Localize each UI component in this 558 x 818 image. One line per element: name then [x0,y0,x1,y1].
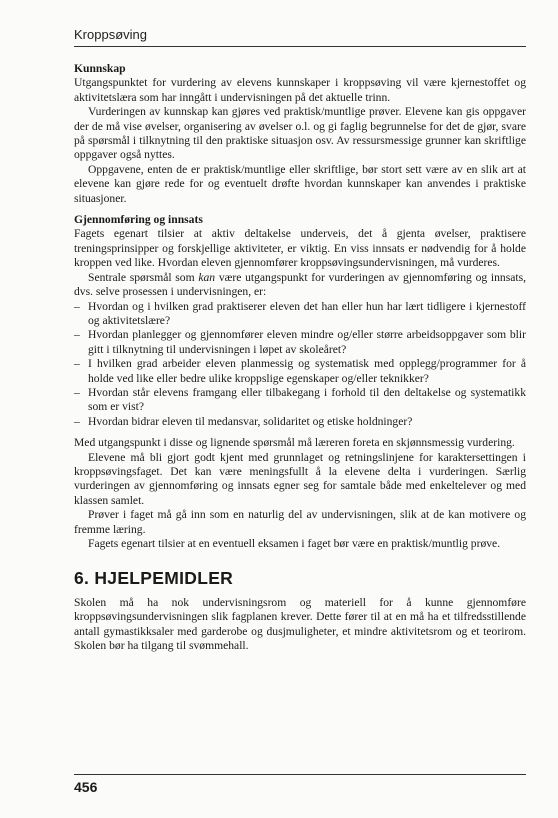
page-number: 456 [74,779,98,795]
section-heading-kunnskap: Kunnskap [74,62,126,75]
footer-rule [74,774,526,775]
paragraph: Med utgangspunkt i disse og lignende spørsmål må læreren foreta en skjønnsmessig vurdering. [74,436,515,450]
paragraph: Elevene må bli gjort godt kjent med grunnlaget og retningslinjene for karaktersettingen i kroppsøvingsfaget. Det kan være meningsfullt å la elevene delta i vurderingen. Særlig vurderingen av gjennomføring og innsats egner seg for samtale både med enkeltelever og med klassen samlet. [74,450,526,507]
list-item: – Hvordan står elevens framgang eller tilbakegang i forhold til den deltakelse og systematikk som er vist? [74,386,526,415]
paragraph: Oppgavene, enten de er praktisk/muntlige eller skriftlige, bør stort sett være av en slik art at elevene kan gjøre rede for og eventuelt drøfte hvordan kunnskaper kan anvendes i praktiske situasjoner. [74,162,526,205]
list-item: – Hvordan planlegger og gjennomfører eleven mindre og/eller større arbeidsoppgaver som blir gitt i tilknytning til undervisningen i løpet av skoleåret? [74,328,526,357]
paragraph: Prøver i faget må gå inn som en naturlig del av undervisningen, slik at de kan motivere og fremme læring. [74,508,526,536]
section-heading-gjennomforing: Gjennomføring og innsats [74,213,203,227]
chapter-title: 6. HJELPEMIDLER [74,568,234,589]
emphasis-text: kan [198,270,216,284]
paragraph: Vurderingen av kunnskap kan gjøres ved praktisk/muntlige prøver. Elevene kan gis oppgaver der de må vise øvelser, organisering av øvelser o.l. og gi faglig begrunnelse for det de gjør, svare på spørsmål i tilknytning til den praktiske situasjon osv. Av ressursmessige grunner kan skriftlige oppgaver også nyttes. [74,105,526,162]
paragraph: Fagets egenart tilsier at en eventuell eksamen i faget bør være en praktisk/muntlig prøve. [88,537,501,550]
page-body [74,62,526,653]
paragraph: Utgangspunktet for vurdering av elevens kunnskaper i kroppsøving vil være kjernestoffet og aktivitetslæra som har inngått i undervisningen på det aktuelle trinn. [74,76,526,104]
question-list [74,300,526,430]
header-rule [74,46,526,47]
text-span: Sentrale spørsmål som [88,270,199,284]
text-span: være utgangspunkt for vurderingen av gjennomføring og innsats, dvs. selve prosessen i undervisningen, er: [74,270,527,299]
paragraph: Skolen må ha nok undervisningsrom og materiell for å kunne gjennomføre kroppsøvingsundervisningen slik fagplanen krever. Dette fører til at en må ha et tilfredsstillende antall gymastikksaler med garderobe og dusjmuligheter, et mindre aktivitetsrom og et teorirom. Skolen bør ha tilgang til svømmehall. [74,595,526,653]
list-item: – I hvilken grad arbeider eleven planmessig og systematisk med opplegg/programmer for å holde ved like eller bedre ulike kroppslige egenskaper og/eller teknikker? [74,357,526,386]
list-item: – Hvordan og i hvilken grad praktiserer eleven det han eller hun har lært tidligere i kjernestoff og aktivitetslære? [74,300,526,329]
running-header: Kroppsøving [74,27,147,42]
paragraph [74,271,526,300]
list-item: – Hvordan bidrar eleven til medansvar, solidaritet og etiske holdninger? [74,415,526,429]
paragraph: Fagets egenart tilsier at aktiv deltakelse underveis, det å gjenta øvelser, praktisere treningsprinsipper og forskjellige aktiviteter, er viktig. En viss innsats er nødvendig for å holde kroppen ved like. Hvordan eleven gjennomfører kroppsøvingsundervisningen, må vurderes. [74,227,526,270]
